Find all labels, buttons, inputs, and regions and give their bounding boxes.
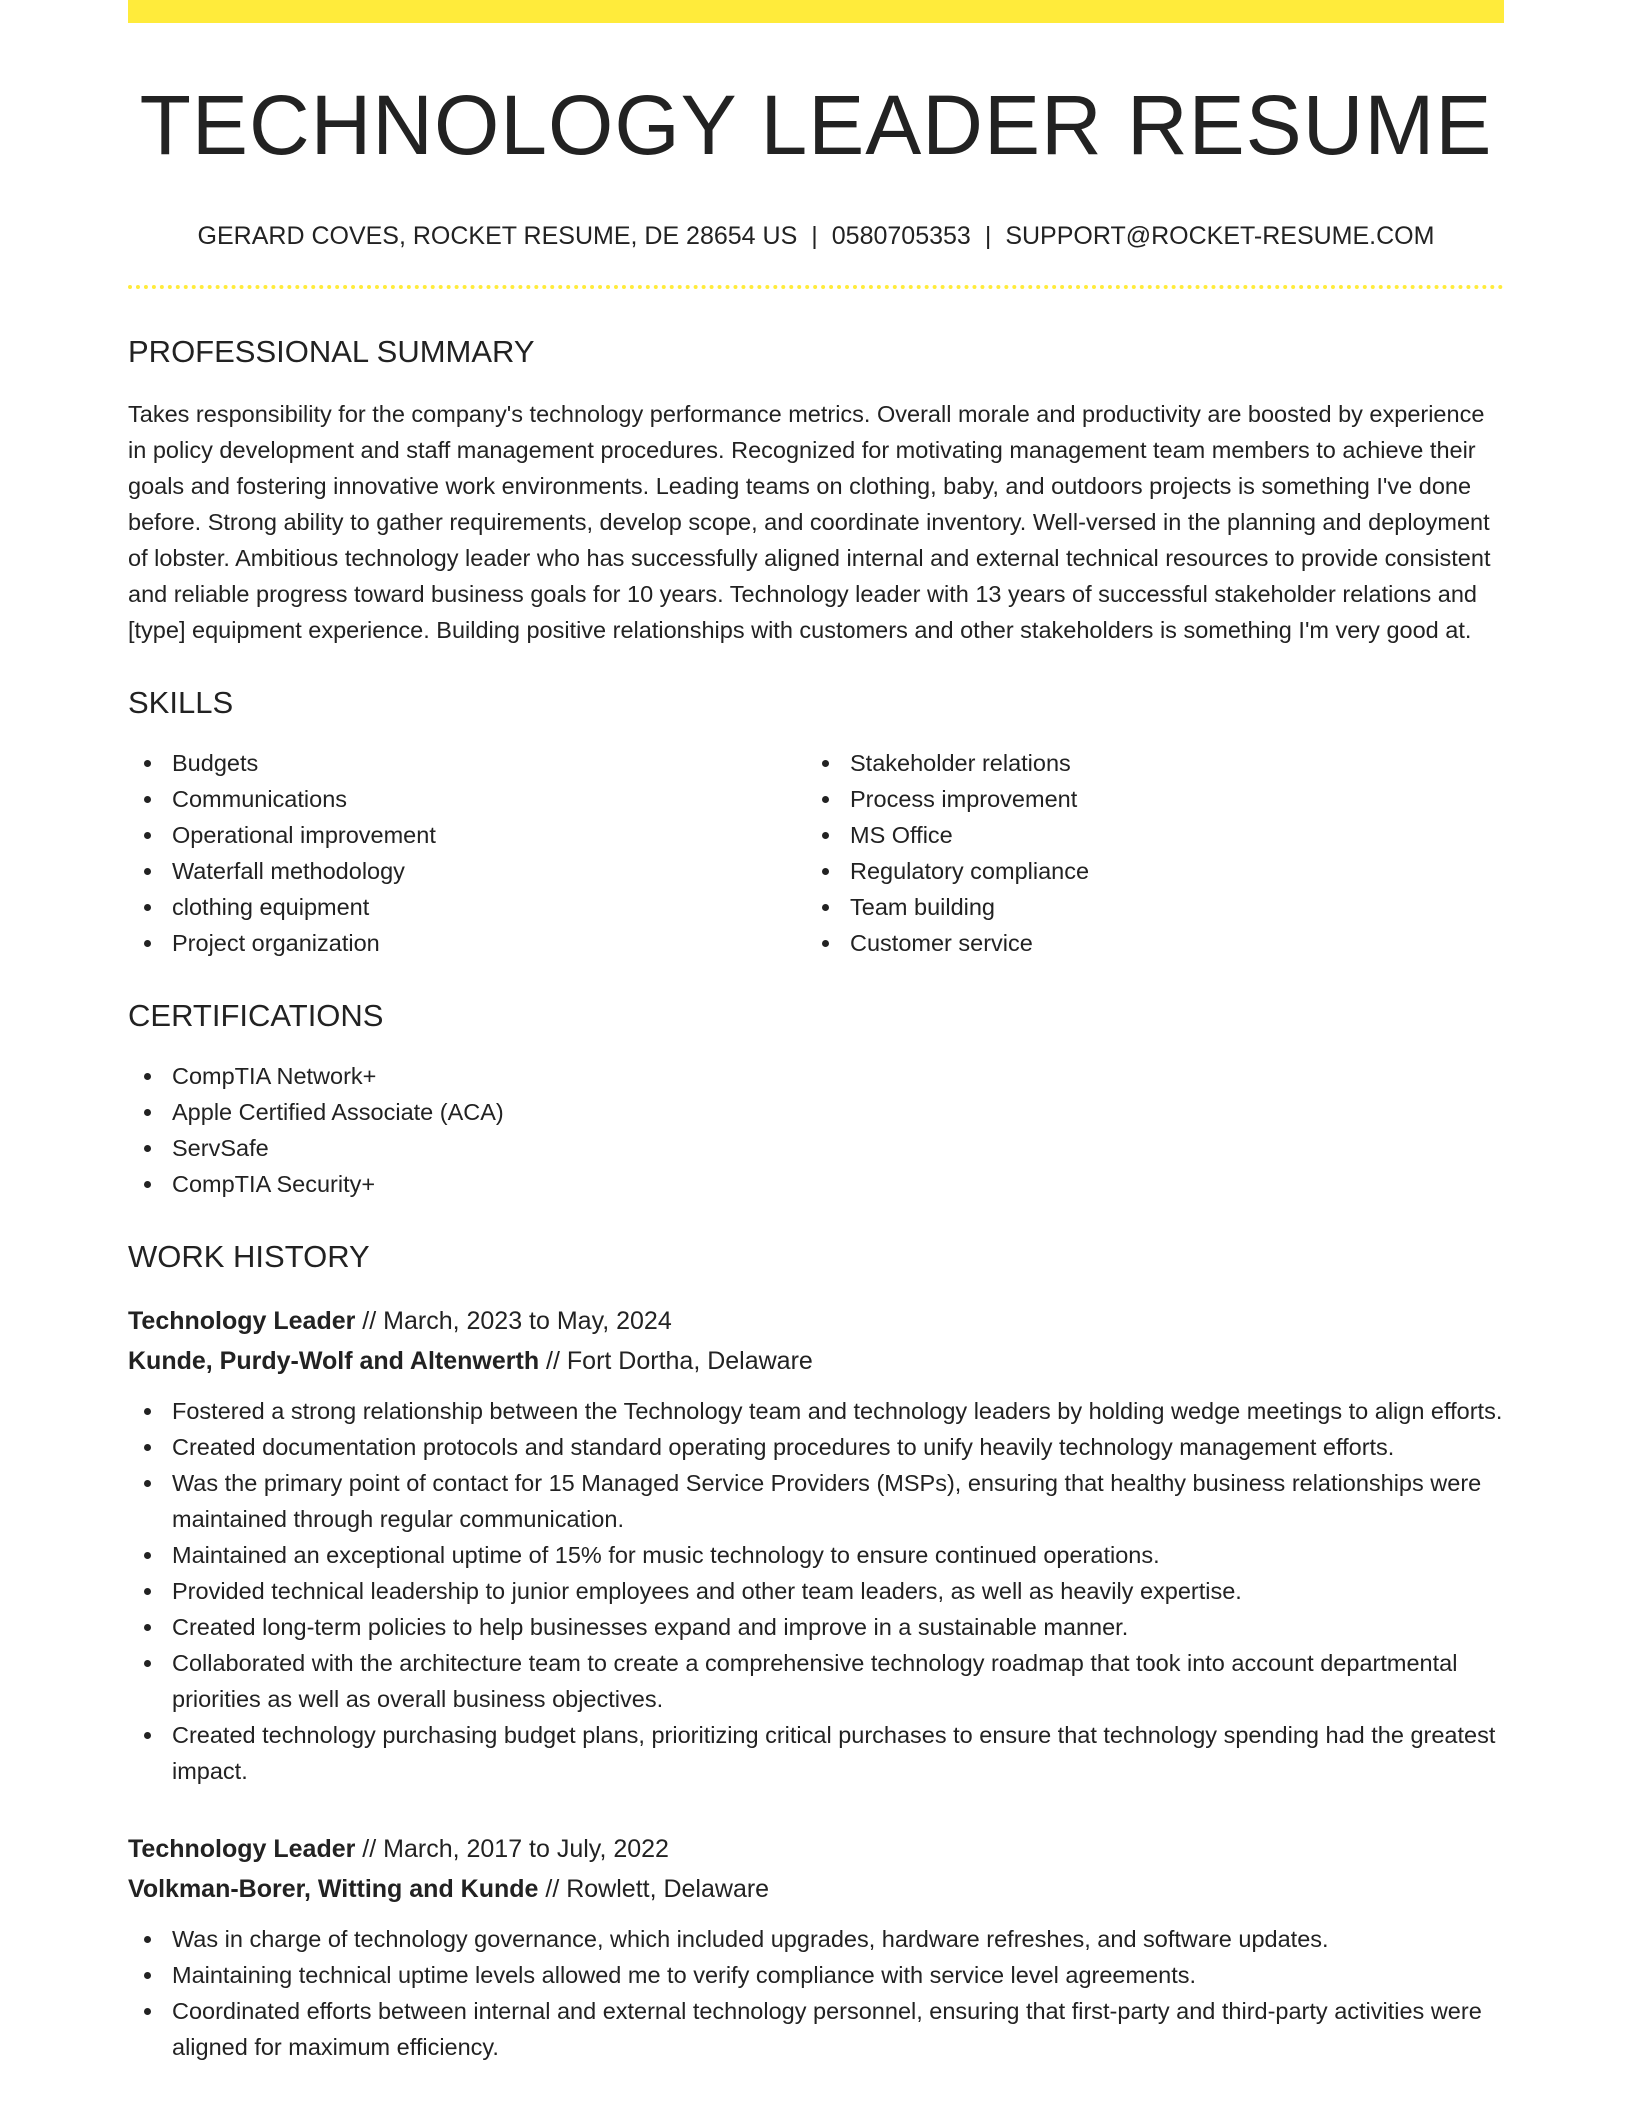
skill-item: Customer service — [806, 925, 1484, 961]
certification-item: CompTIA Network+ — [128, 1058, 1504, 1094]
skill-item: Stakeholder relations — [806, 745, 1484, 781]
job-bullet: Created technology purchasing budget plans, prioritizing critical purchases to ensure that technology spending had the greatest impact. — [128, 1717, 1504, 1789]
contact-separator: | — [984, 222, 992, 251]
resume-page — [128, 0, 1504, 2112]
job-entry — [128, 1301, 1504, 1789]
job-bullet: Was the primary point of contact for 15 Managed Service Providers (MSPs), ensuring that healthy business relationships were maintained through regular communication. — [128, 1465, 1504, 1537]
certification-item: CompTIA Security+ — [128, 1166, 1504, 1202]
job-company: Volkman-Borer, Witting and Kunde — [128, 1875, 539, 1904]
job-location: // Rowlett, Delaware — [538, 1875, 770, 1904]
job-company-line — [128, 1341, 1504, 1381]
job-bullet: Coordinated efforts between internal and external technology personnel, ensuring that first-party and third-party activities were aligned for maximum efficiency. — [128, 1993, 1504, 2065]
skill-item: Operational improvement — [128, 817, 806, 853]
contact-line — [128, 221, 1504, 251]
summary-text: Takes responsibility for the company's technology performance metrics. Overall morale and productivity are boosted by experience in policy development and staff management procedures. Recognized for motivating management team members to achieve their goals and fostering innovative work environments. Leading teams on clothing, baby, and outdoors projects is something I've done before. Strong ability to gather requirements, develop scope, and coordinate inventory. Well-versed in the planning and deployment of lobster. Ambitious technology leader who has successfully aligned internal and external technical resources to provide consistent and reliable progress toward business goals for 10 years. Technology leader with 13 years of successful stakeholder relations and [type] equipment experience. Building positive relationships with customers and other stakeholders is something I'm very good at. — [128, 400, 1491, 643]
job-title: Technology Leader — [128, 1835, 356, 1864]
skill-item: Regulatory compliance — [806, 853, 1484, 889]
skills-column-right — [806, 745, 1484, 961]
job-bullet: Maintaining technical uptime levels allowed me to verify compliance with service level agreements. — [128, 1957, 1504, 1993]
job-bullet: Maintained an exceptional uptime of 15% for music technology to ensure continued operations. — [128, 1537, 1504, 1573]
accent-top-bar — [128, 0, 1504, 23]
resume-title: TECHNOLOGY LEADER RESUME — [139, 78, 1493, 172]
job-title: Technology Leader — [128, 1307, 356, 1336]
skill-item: Process improvement — [806, 781, 1484, 817]
job-bullets — [128, 1393, 1504, 1789]
contact-separator: | — [811, 222, 818, 251]
skill-item: Project organization — [128, 925, 806, 961]
job-company-line — [128, 1869, 1504, 1909]
job-location: // Fort Dortha, Delaware — [539, 1347, 813, 1376]
section-title-summary: PROFESSIONAL SUMMARY — [128, 334, 535, 370]
dotted-divider — [128, 285, 1504, 289]
skill-item: clothing equipment — [128, 889, 806, 925]
contact-phone: 0580705353 — [831, 222, 971, 251]
job-title-line — [128, 1301, 1504, 1341]
section-title-work-history: WORK HISTORY — [128, 1238, 370, 1274]
job-bullet: Created documentation protocols and standard operating procedures to unify heavily technology management efforts. — [128, 1429, 1504, 1465]
job-bullets — [128, 1921, 1504, 2065]
section-title-skills: SKILLS — [128, 684, 234, 720]
job-bullet: Was in charge of technology governance, which included upgrades, hardware refreshes, and software updates. — [128, 1921, 1504, 1957]
skill-item: Budgets — [128, 745, 806, 781]
section-title-certifications: CERTIFICATIONS — [128, 997, 384, 1033]
skill-item: Communications — [128, 781, 806, 817]
job-company: Kunde, Purdy-Wolf and Altenwerth — [128, 1347, 540, 1376]
job-dates: // March, 2017 to July, 2022 — [355, 1835, 669, 1864]
certifications-list — [128, 1058, 1504, 1202]
job-bullet: Created long-term policies to help businesses expand and improve in a sustainable manner. — [128, 1609, 1504, 1645]
job-bullet: Collaborated with the architecture team to create a comprehensive technology roadmap that took into account departmental priorities as well as overall business objectives. — [128, 1645, 1504, 1717]
certification-item: ServSafe — [128, 1130, 1504, 1166]
job-bullet: Provided technical leadership to junior employees and other team leaders, as well as heavily expertise. — [128, 1573, 1504, 1609]
job-title-line — [128, 1829, 1504, 1869]
job-bullet: Fostered a strong relationship between the Technology team and technology leaders by holding wedge meetings to align efforts. — [128, 1393, 1504, 1429]
contact-email[interactable]: SUPPORT@ROCKET-RESUME.COM — [1005, 222, 1435, 251]
contact-address: GERARD COVES, ROCKET RESUME, DE 28654 US — [197, 222, 798, 251]
skill-item: Waterfall methodology — [128, 853, 806, 889]
skill-item: MS Office — [806, 817, 1484, 853]
skills-list — [128, 745, 1504, 961]
job-dates: // March, 2023 to May, 2024 — [355, 1307, 672, 1336]
certification-item: Apple Certified Associate (ACA) — [128, 1094, 1504, 1130]
skill-item: Team building — [806, 889, 1484, 925]
skills-column-left — [128, 745, 806, 961]
job-entry — [128, 1829, 1504, 2065]
